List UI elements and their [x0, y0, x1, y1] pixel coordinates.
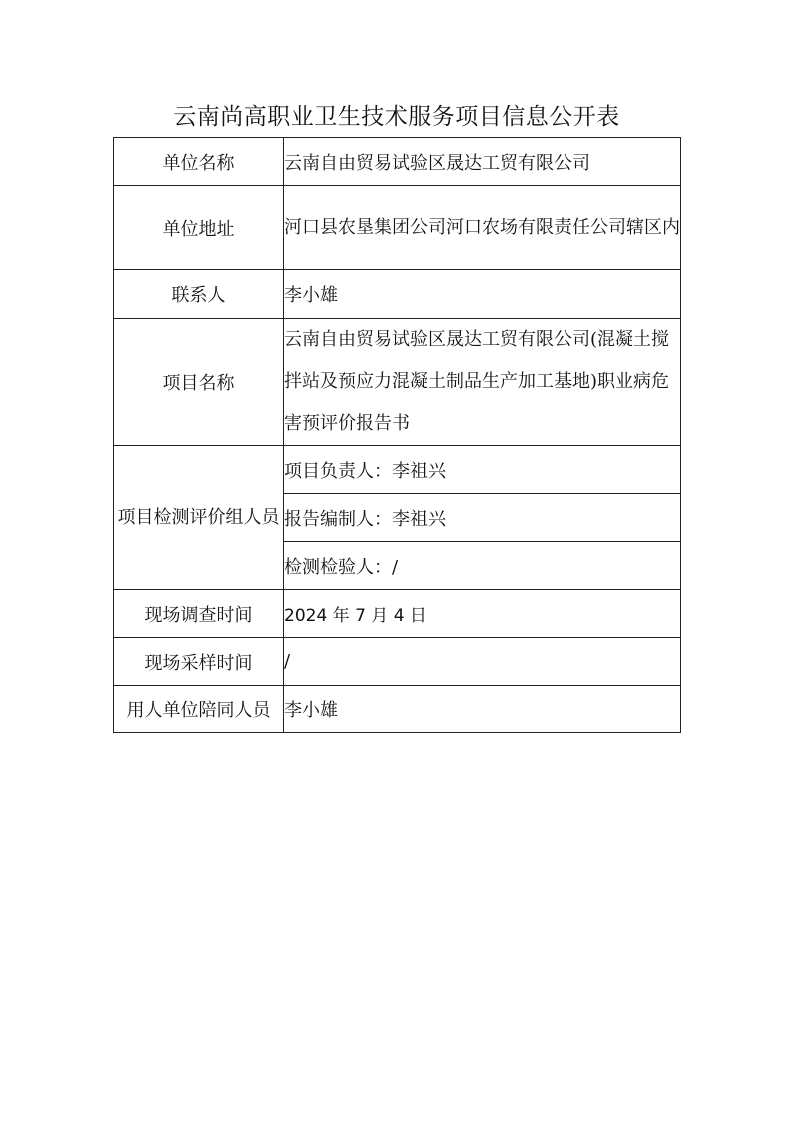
- unit-address-value: 河口县农垦集团公司河口农场有限责任公司辖区内: [284, 186, 681, 270]
- accompany-value: 李小雄: [284, 686, 681, 733]
- sampling-time-label: 现场采样时间: [114, 638, 284, 686]
- contact-value: 李小雄: [284, 270, 681, 319]
- sampling-time-value: /: [284, 638, 681, 686]
- project-name-value: 云南自由贸易试验区晟达工贸有限公司(混凝土搅拌站及预应力混凝土制品生产加工基地)职业病危害预评价报告书: [284, 319, 681, 446]
- page-title: 云南尚高职业卫生技术服务项目信息公开表: [173, 104, 620, 130]
- team-label: 项目检测评价组人员: [114, 446, 284, 590]
- unit-address-label: 单位地址: [114, 186, 284, 270]
- team-member-lead: 项目负责人：李祖兴: [284, 446, 681, 494]
- project-name-label: 项目名称: [114, 319, 284, 446]
- table-row: [114, 590, 681, 638]
- unit-name-value: 云南自由贸易试验区晟达工贸有限公司: [284, 138, 681, 186]
- table-row: [114, 319, 681, 446]
- info-table: [113, 137, 681, 733]
- contact-label: 联系人: [114, 270, 284, 319]
- unit-name-label: 单位名称: [114, 138, 284, 186]
- table-row: [114, 686, 681, 733]
- team-member-inspector: 检测检验人：/: [284, 542, 681, 590]
- survey-time-label: 现场调查时间: [114, 590, 284, 638]
- survey-time-value: 2024 年 7 月 4 日: [284, 590, 681, 638]
- table-row: [114, 186, 681, 270]
- table-row: [114, 446, 681, 494]
- team-member-writer: 报告编制人：李祖兴: [284, 494, 681, 542]
- accompany-label: 用人单位陪同人员: [114, 686, 284, 733]
- table-row: [114, 638, 681, 686]
- table-row: [114, 270, 681, 319]
- table-row: [114, 138, 681, 186]
